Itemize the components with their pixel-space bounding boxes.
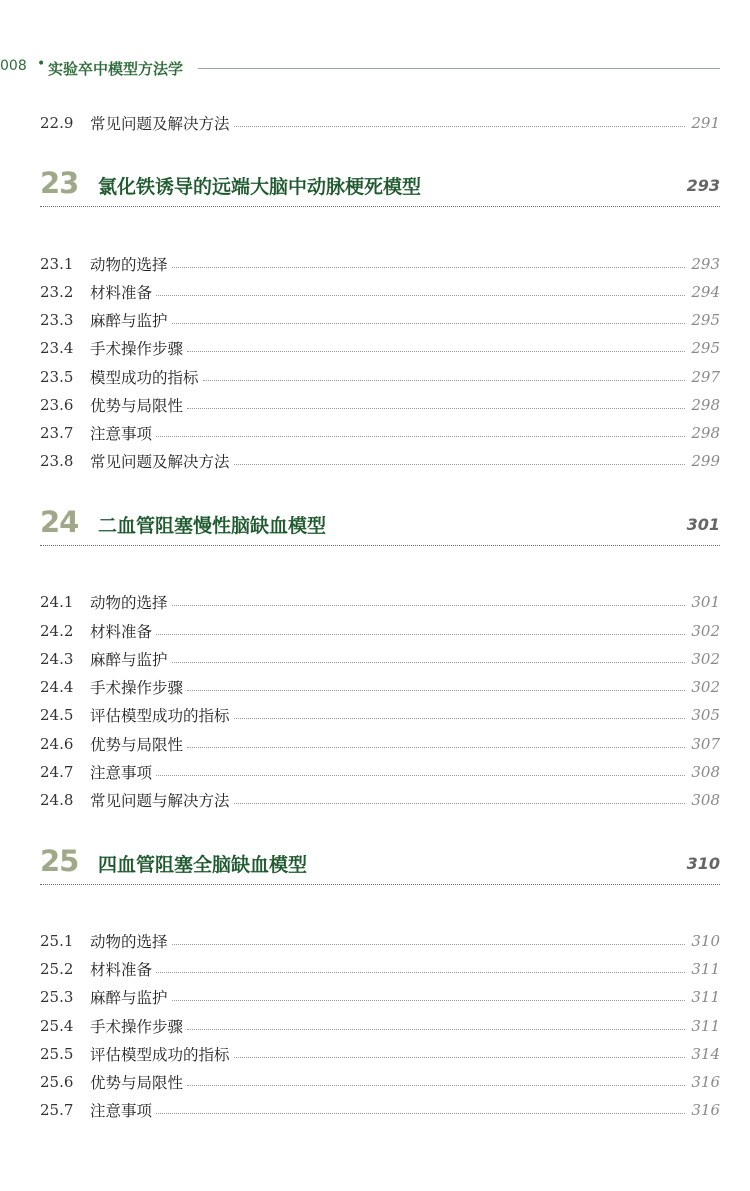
toc-entry-number: 25.7	[40, 1101, 74, 1119]
leader-dots	[234, 718, 686, 719]
chapter-heading[interactable]	[40, 844, 720, 888]
leader-dots	[234, 464, 686, 465]
toc-entry[interactable]	[40, 930, 720, 952]
leader-dots	[172, 944, 686, 945]
toc-entry[interactable]	[40, 1099, 720, 1121]
leader-dots	[187, 351, 685, 352]
toc-entry[interactable]	[40, 789, 720, 811]
chapter-rule	[40, 206, 720, 207]
leader-dots	[172, 323, 686, 324]
chapter-heading[interactable]	[40, 166, 720, 210]
leader-dots	[187, 1085, 685, 1086]
toc-entry-number: 23.1	[40, 255, 74, 273]
toc-entry-number: 23.3	[40, 311, 74, 329]
toc-entry-number: 24.7	[40, 763, 74, 781]
toc-entry[interactable]	[40, 309, 720, 331]
toc-entry-page: 291	[691, 114, 720, 132]
toc-entry-title: 常见问题与解决方法	[90, 792, 230, 810]
leader-dots	[187, 690, 685, 691]
toc-entry-title: 动物的选择	[90, 594, 168, 612]
toc-entry-number: 24.4	[40, 678, 74, 696]
toc-entry-title: 麻醉与监护	[90, 651, 168, 669]
toc-entry-number: 25.2	[40, 960, 74, 978]
toc-entry[interactable]	[40, 337, 720, 359]
toc-entry-page: 302	[691, 650, 720, 668]
chapter-number: 25	[40, 844, 79, 878]
header-rule	[198, 68, 720, 69]
toc-entry-page: 311	[691, 960, 720, 978]
toc-entry-page: 294	[691, 283, 720, 301]
toc-entry-title: 麻醉与监护	[90, 312, 168, 330]
toc-entry-number: 22.9	[40, 114, 74, 132]
toc-entry-page: 298	[691, 396, 720, 414]
toc-entry-number: 25.1	[40, 932, 74, 950]
toc-entry-page: 307	[691, 735, 720, 753]
toc-entry-page: 293	[691, 255, 720, 273]
chapter-number: 24	[40, 505, 79, 539]
toc-entry[interactable]	[40, 958, 720, 980]
leader-dots	[156, 634, 685, 635]
toc-entry-page: 295	[691, 339, 720, 357]
chapter-rule	[40, 884, 720, 885]
toc-entry[interactable]	[40, 761, 720, 783]
toc-entry[interactable]	[40, 733, 720, 755]
toc-entry-title: 手术操作步骤	[90, 1018, 184, 1036]
toc-entry-page: 302	[691, 678, 720, 696]
toc-entry-title: 优势与局限性	[90, 736, 184, 754]
toc-entry[interactable]	[40, 450, 720, 472]
leader-dots	[203, 380, 686, 381]
toc-entry-page: 308	[691, 763, 720, 781]
toc-entry[interactable]	[40, 704, 720, 726]
toc-entry-number: 23.6	[40, 396, 74, 414]
header-book-title: 实验卒中模型方法学	[48, 60, 184, 78]
toc-entry-page: 302	[691, 622, 720, 640]
leader-dots	[187, 408, 685, 409]
toc-entry-page: 316	[691, 1073, 720, 1091]
toc-entry[interactable]	[40, 1043, 720, 1065]
leader-dots	[156, 1113, 685, 1114]
toc-entry[interactable]	[40, 1071, 720, 1093]
toc-entry-page: 298	[691, 424, 720, 442]
chapter-title: 氯化铁诱导的远端大脑中动脉梗死模型	[98, 176, 422, 198]
toc-entry[interactable]	[40, 253, 720, 275]
chapter-number: 23	[40, 166, 79, 200]
toc-entry-page: 301	[691, 593, 720, 611]
toc-entry-page: 305	[691, 706, 720, 724]
toc-entry-page: 299	[691, 452, 720, 470]
leader-dots	[156, 295, 685, 296]
toc-entry-title: 动物的选择	[90, 933, 168, 951]
toc-entry-number: 23.5	[40, 368, 74, 386]
toc-entry-title: 优势与局限性	[90, 1074, 184, 1092]
toc-entry-title: 手术操作步骤	[90, 340, 184, 358]
leader-dots	[172, 267, 686, 268]
running-header	[0, 56, 750, 80]
toc-entry-title: 麻醉与监护	[90, 989, 168, 1007]
toc-entry-number: 24.3	[40, 650, 74, 668]
toc-entry-title: 模型成功的指标	[90, 369, 199, 387]
leader-dots	[234, 126, 686, 127]
toc-entry-number: 23.7	[40, 424, 74, 442]
chapter-page: 293	[686, 176, 720, 195]
toc-entry-number: 25.4	[40, 1017, 74, 1035]
toc-entry[interactable]	[40, 281, 720, 303]
toc-entry-page: 295	[691, 311, 720, 329]
toc-entry[interactable]	[40, 676, 720, 698]
toc-entry-title: 注意事项	[90, 1102, 153, 1120]
toc-entry-title: 注意事项	[90, 764, 153, 782]
toc-entry-title: 优势与局限性	[90, 397, 184, 415]
header-bullet-icon: •	[37, 56, 46, 72]
toc-entry-title: 材料准备	[90, 623, 153, 641]
toc-entry-title: 手术操作步骤	[90, 679, 184, 697]
toc-entry-title: 材料准备	[90, 961, 153, 979]
toc-entry-title: 注意事项	[90, 425, 153, 443]
toc-entry[interactable]	[40, 394, 720, 416]
toc-entry-page: 311	[691, 988, 720, 1006]
toc-entry-title: 动物的选择	[90, 256, 168, 274]
toc-entry-page: 310	[691, 932, 720, 950]
toc-entry-page: 314	[691, 1045, 720, 1063]
toc-entry-number: 23.4	[40, 339, 74, 357]
leader-dots	[172, 605, 686, 606]
leader-dots	[187, 1029, 685, 1030]
toc-entry-number: 25.3	[40, 988, 74, 1006]
toc-entry-title: 评估模型成功的指标	[90, 707, 230, 725]
toc-entry-number: 25.6	[40, 1073, 74, 1091]
toc-entry-number: 24.6	[40, 735, 74, 753]
chapter-title: 二血管阻塞慢性脑缺血模型	[98, 515, 327, 537]
chapter-heading[interactable]	[40, 505, 720, 549]
leader-dots	[172, 1000, 686, 1001]
chapter-rule	[40, 545, 720, 546]
header-page-number: 008	[0, 58, 27, 74]
toc-entry-number: 25.5	[40, 1045, 74, 1063]
leader-dots	[234, 803, 686, 804]
toc-entry[interactable]	[40, 648, 720, 670]
leader-dots	[156, 775, 685, 776]
leader-dots	[187, 747, 685, 748]
toc-entry[interactable]	[40, 591, 720, 613]
toc-entry-page: 316	[691, 1101, 720, 1119]
toc-entry[interactable]	[40, 986, 720, 1008]
toc-entry[interactable]	[40, 1015, 720, 1037]
toc-entry[interactable]	[40, 112, 720, 134]
toc-entry-title: 常见问题及解决方法	[90, 115, 230, 133]
chapter-page: 310	[686, 854, 720, 873]
leader-dots	[156, 436, 685, 437]
toc-entry[interactable]	[40, 422, 720, 444]
toc-entry-title: 材料准备	[90, 284, 153, 302]
toc-entry-title: 常见问题及解决方法	[90, 453, 230, 471]
toc-entry-page: 311	[691, 1017, 720, 1035]
leader-dots	[234, 1057, 686, 1058]
toc-entry-number: 24.5	[40, 706, 74, 724]
toc-entry-page: 297	[691, 368, 720, 386]
toc-entry-number: 23.8	[40, 452, 74, 470]
toc-entry[interactable]	[40, 620, 720, 642]
toc-entry-number: 23.2	[40, 283, 74, 301]
toc-entry-title: 评估模型成功的指标	[90, 1046, 230, 1064]
leader-dots	[156, 972, 685, 973]
chapter-title: 四血管阻塞全脑缺血模型	[98, 854, 308, 876]
chapter-page: 301	[686, 515, 720, 534]
toc-entry-number: 24.2	[40, 622, 74, 640]
toc-entry[interactable]	[40, 366, 720, 388]
toc-entry-number: 24.1	[40, 593, 74, 611]
leader-dots	[172, 662, 686, 663]
toc-entry-number: 24.8	[40, 791, 74, 809]
toc-entry-page: 308	[691, 791, 720, 809]
